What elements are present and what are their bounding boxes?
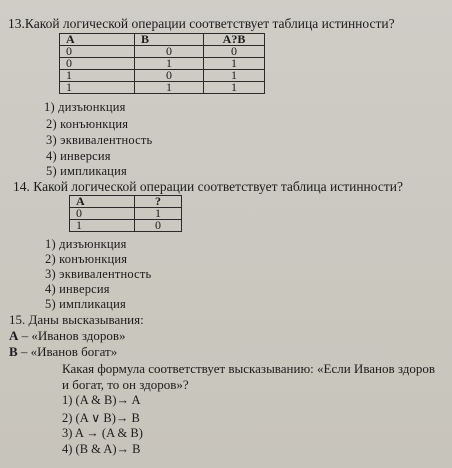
table-cell: 1 (204, 70, 265, 82)
q15-question-line-1: Какая формула соответствует высказыванию: «Если Иванов здоров (62, 361, 436, 376)
table-row (60, 82, 265, 94)
table-cell: 1 (70, 220, 135, 232)
q13-option-4: 4) инверсия (46, 149, 111, 163)
table-cell: 1 (60, 82, 135, 94)
q15-option-4: 4) (B & A)→ B (62, 442, 141, 456)
q14-header-row (70, 196, 182, 208)
q14-option-2: 2) конъюнкция (45, 252, 128, 266)
q15-option-2: 2) (A ∨ B)→ B (62, 411, 140, 425)
statement-b-label: В (9, 344, 18, 359)
q14-truth-table (69, 195, 182, 232)
q15-title: 15. Даны высказывания: (9, 312, 144, 327)
table-cell: 0 (135, 46, 204, 58)
q13-option-2: 2) конъюнкция (46, 117, 129, 131)
q13-header-a: A (60, 34, 135, 46)
q14-option-3: 3) эквивалентность (45, 267, 152, 281)
table-cell: 0 (135, 220, 182, 232)
statement-a-text: – «Иванов здоров» (18, 328, 126, 343)
table-cell: 1 (135, 58, 204, 70)
table-cell: 1 (135, 82, 204, 94)
table-row (70, 220, 182, 232)
q13-option-3: 3) эквивалентность (46, 133, 153, 147)
q13-header-b: B (135, 34, 204, 46)
statement-b-text: – «Иванов богат» (17, 344, 118, 359)
q15-question-line-2: и богат, то он здоров»? (62, 377, 189, 392)
table-cell: 0 (60, 58, 135, 70)
table-row (70, 208, 182, 220)
q14-title: 14. Какой логической операции соответствует таблица истинности? (13, 179, 403, 194)
statement-b (9, 344, 117, 360)
statement-a (9, 328, 126, 344)
q15-option-1: 1) (A & B)→ A (62, 393, 141, 407)
q13-option-5: 5) импликация (46, 164, 127, 178)
table-cell: 1 (204, 82, 265, 94)
q14-option-4: 4) инверсия (45, 282, 110, 296)
table-cell: 1 (135, 208, 182, 220)
table-cell: 1 (60, 70, 135, 82)
q13-header-op: A?B (204, 34, 265, 46)
q14-header-op: ? (135, 196, 182, 208)
q14-option-5: 5) импликация (45, 297, 126, 311)
q13-option-1: 1) дизъюнкция (44, 100, 126, 114)
table-cell: 0 (204, 46, 265, 58)
table-cell: 0 (135, 70, 204, 82)
table-cell: 0 (60, 46, 135, 58)
q13-truth-table (59, 33, 265, 94)
statement-a-label: А (9, 328, 19, 343)
table-cell: 1 (204, 58, 265, 70)
table-cell: 0 (70, 208, 135, 220)
q15-option-3: 3) A → (A & B) (62, 426, 143, 440)
q13-title: 13.Какой логической операции соответствует таблица истинности? (8, 16, 395, 31)
q14-header-a: A (70, 196, 135, 208)
q14-option-1: 1) дизъюнкция (45, 237, 127, 251)
